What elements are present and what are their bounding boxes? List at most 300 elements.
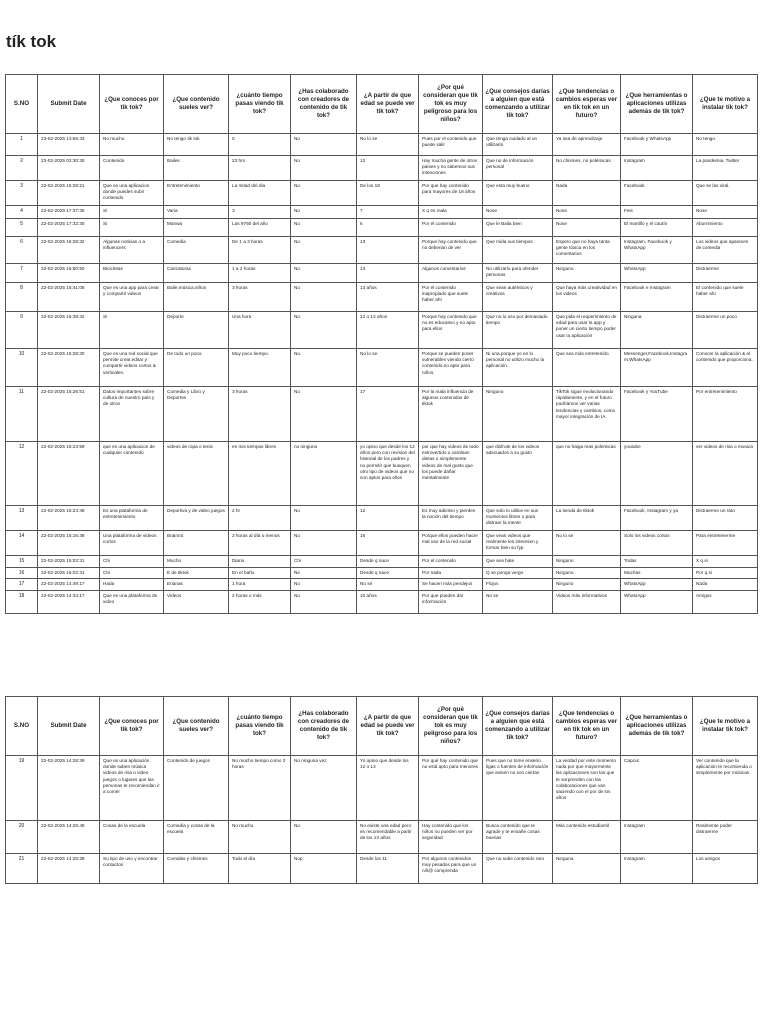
table-cell: Capcut bbox=[621, 756, 693, 821]
column-header: ¿A partir de que edad se puede ver tik tok? bbox=[357, 697, 419, 756]
table-cell: 12 o 13 años bbox=[357, 312, 419, 349]
table-cell: De los 18 bbox=[357, 181, 419, 206]
table-cell: Facebook y WhatsApp bbox=[621, 134, 693, 156]
table-cell: 22-02-2025 17:37:36 bbox=[38, 206, 100, 219]
table-row bbox=[6, 312, 758, 349]
table-cell: Caricaturas bbox=[164, 264, 229, 283]
table-cell: ver videos de risa o musica bbox=[693, 442, 758, 506]
table-cell: No se bbox=[483, 590, 553, 613]
table-cell: Contenido de juegos bbox=[164, 756, 229, 821]
table-cell: Que sea más entretenido. bbox=[553, 349, 621, 387]
column-header: S.NO bbox=[6, 75, 38, 134]
table-cell: 2 bbox=[6, 156, 38, 181]
table-cell: 22-02-2025 14:34:17 bbox=[38, 590, 100, 613]
table-cell: Hay contenido que los niños no pueden ver por seguridad bbox=[419, 821, 483, 854]
table-cell: 20 bbox=[6, 821, 38, 854]
table-cell: 2 horas al día o menos bbox=[229, 531, 291, 556]
table-cell: No bbox=[291, 283, 357, 312]
table-cell: Por el contenido bbox=[419, 219, 483, 237]
table-cell: Algunas noticias o a influencers bbox=[100, 237, 164, 264]
table-cell: Amigos bbox=[693, 590, 758, 613]
table-cell: Que es una red social que permite crear,editar y compartir videos cortos & verticales. bbox=[100, 349, 164, 387]
table-cell: Deportiva y de video juegos bbox=[164, 506, 229, 531]
table-cell: Nose bbox=[553, 219, 621, 237]
table-cell: Busca contenido que te agrade y te ensañe cosas buenas bbox=[483, 821, 553, 854]
table-cell: 23-02-2025 13:55:43 bbox=[38, 134, 100, 156]
table-cell: Comidas y chismes bbox=[164, 854, 229, 884]
table-cell: Porque hay contenido que no deberian de ver bbox=[419, 237, 483, 264]
table-cell: No lo se bbox=[553, 531, 621, 556]
table-cell: Por algunos contenidos muy pesados para que un niñ@ comprenda bbox=[419, 854, 483, 884]
table-cell: Conocer la aplicación & el contenido que proporciona. bbox=[693, 349, 758, 387]
table-cell: Ni una,porque yo en lo personal no utilizo mucho la aplicación. bbox=[483, 349, 553, 387]
table-cell: 17 bbox=[357, 387, 419, 442]
table-cell: Si bbox=[100, 312, 164, 349]
table-cell: Muy poco tiempo. bbox=[229, 349, 291, 387]
table-cell: WhatsApp bbox=[621, 590, 693, 613]
column-header: ¿Has colaborado con creadores de contenido de tik tok? bbox=[291, 75, 357, 134]
table-cell: De todo un poco. bbox=[164, 349, 229, 387]
table-cell: 22-02-2025 15:16:48 bbox=[38, 531, 100, 556]
table-cell: No lo se. bbox=[357, 349, 419, 387]
table-cell: La mitad del dia bbox=[229, 181, 291, 206]
table-cell: 13 bbox=[357, 237, 419, 264]
table-cell: Todas bbox=[621, 556, 693, 568]
table-cell: Chi bbox=[291, 556, 357, 568]
table-cell: 13 bbox=[357, 264, 419, 283]
table-cell: 6 bbox=[6, 237, 38, 264]
table-cell: 10 años bbox=[357, 590, 419, 613]
column-header: ¿Que contenido sueles ver? bbox=[164, 75, 229, 134]
table-cell: Enanas bbox=[164, 579, 229, 591]
table-cell: Baile,música,niños bbox=[164, 283, 229, 312]
table-cell: Que sean auténticos y creativos bbox=[483, 283, 553, 312]
table-cell: Facebook bbox=[621, 181, 693, 206]
table-cell: Distraerme un rato bbox=[693, 506, 758, 531]
table-cell: que es una aplicacion de cualquier contenido bbox=[100, 442, 164, 506]
table-cell: Instagram bbox=[621, 854, 693, 884]
table-cell: Que haya más creatividad en los videos bbox=[553, 283, 621, 312]
table-cell: Por nada bbox=[419, 567, 483, 579]
column-header: Submit Date bbox=[38, 75, 100, 134]
table-cell: Q se ponga vergo bbox=[483, 567, 553, 579]
table-cell: Aburrimiento bbox=[693, 219, 758, 237]
column-header: ¿cuánto tiempo pasas viendo tik tok? bbox=[229, 697, 291, 756]
table-cell: Comedia bbox=[164, 237, 229, 264]
table-cell: 16 bbox=[6, 567, 38, 579]
table-cell: Que vean videos que realmente les interesen y formar bien su fyp bbox=[483, 531, 553, 556]
table-cell: Solo los videos cortos bbox=[621, 531, 693, 556]
table-cell: 1 bbox=[6, 134, 38, 156]
column-header: ¿Que herramientas o aplicaciones utilizas además de tik tok? bbox=[621, 697, 693, 756]
table-cell: Es una plataforma de entretenimiento bbox=[100, 506, 164, 531]
table-cell: 13 años bbox=[357, 283, 419, 312]
table-cell: 10 bbox=[6, 349, 38, 387]
table-row bbox=[6, 134, 758, 156]
table-cell: No bbox=[291, 312, 357, 349]
table-cell: 5 bbox=[6, 219, 38, 237]
table-cell: No tengo tik tok bbox=[164, 134, 229, 156]
table-cell: Porque ellos pueden hacer mal uso de la red social bbox=[419, 531, 483, 556]
table-cell: Comedia y Libro y Deportes bbox=[164, 387, 229, 442]
table-cell: 2 hr bbox=[229, 506, 291, 531]
table-cell: No tengo bbox=[693, 134, 758, 156]
table-cell: Que no sube contenido raro bbox=[483, 854, 553, 884]
table-cell: Se hacen más pendejos bbox=[419, 579, 483, 591]
table-cell: Flojos bbox=[483, 579, 553, 591]
table-cell: 17 bbox=[6, 579, 38, 591]
table-cell: Realmente poder distraerme bbox=[693, 821, 758, 854]
table-cell: 3 bbox=[6, 181, 38, 206]
table-cell: 16 bbox=[357, 531, 419, 556]
table-cell: No bbox=[291, 531, 357, 556]
table-cell: Que es una aplicacion donde puedes subir contenido bbox=[100, 181, 164, 206]
table-cell: 13 bbox=[6, 506, 38, 531]
table-cell: No bbox=[291, 219, 357, 237]
table-cell: WhatsApp bbox=[621, 264, 693, 283]
table-cell: en mis tiempos libres bbox=[229, 442, 291, 506]
table-cell: Espero que no haya tanta gente tóxica en los comentarios bbox=[553, 237, 621, 264]
table-cell: 7 bbox=[357, 206, 419, 219]
table-row bbox=[6, 387, 758, 442]
table-cell: 3 horas bbox=[229, 283, 291, 312]
table-cell: Que es una app para crear y compartir videos bbox=[100, 283, 164, 312]
table-cell: 22-02-2025 15:03:31 bbox=[38, 556, 100, 568]
column-header: ¿Que tendencias o cambios esperas ver en tik tok en un futuro? bbox=[553, 75, 621, 134]
table-cell: 22-02-2025 14:25:49 bbox=[38, 821, 100, 854]
table-cell: 23 hrs bbox=[229, 156, 291, 181]
table-cell: Porque se pueden poner vulnerables viendo cierto contenido,no apto para niños. bbox=[419, 349, 483, 387]
table-cell: No. bbox=[291, 349, 357, 387]
table-cell: 7 bbox=[6, 264, 38, 283]
table-cell: El contenido que suele haber ahí bbox=[693, 283, 758, 312]
table-cell: Por q si bbox=[693, 567, 758, 579]
table-cell: 11 bbox=[6, 387, 38, 442]
table-cell: Nada bbox=[693, 579, 758, 591]
column-header: ¿Que conoces por tik tok? bbox=[100, 697, 164, 756]
table-cell: Instagram, Facebook y WhatsApp bbox=[621, 237, 693, 264]
table-cell: Por que hay contenido para mayores de 18 años bbox=[419, 181, 483, 206]
table-cell: 22-02-2025 15:23:49 bbox=[38, 506, 100, 531]
table-cell: Si bbox=[100, 206, 164, 219]
table-cell: No mucho bbox=[100, 134, 164, 156]
table-cell: 19 bbox=[6, 756, 38, 821]
table-cell: Ninguno bbox=[553, 579, 621, 591]
table-cell: yo opino que desde los 12 años pero con revision del historial de los padres y no permitir que busquen otro tipo de videos que no son aptos para ellos bbox=[357, 442, 419, 506]
table-row bbox=[6, 181, 758, 206]
table-cell: Nada bbox=[553, 181, 621, 206]
table-cell: No bbox=[291, 579, 357, 591]
table-cell: Bailes bbox=[164, 156, 229, 181]
table-row bbox=[6, 567, 758, 579]
table-cell: Los videos que aparecen de comedia bbox=[693, 237, 758, 264]
table-cell: Por qué hay contenido que no está apto para menores bbox=[419, 756, 483, 821]
table-cell: 22-02-2025 14:49:17 bbox=[38, 579, 100, 591]
column-header: ¿Que consejos darías a alguien que está comenzando a utilizar tik tok? bbox=[483, 697, 553, 756]
table-cell: 22-02-2025 16:29:32 bbox=[38, 237, 100, 264]
table-cell: No bbox=[291, 181, 357, 206]
table-row bbox=[6, 206, 758, 219]
table-cell: Datos importantes sobre cultura de nuestro país y de otros bbox=[100, 387, 164, 442]
table-cell: Pues por el contenido que puede salir bbox=[419, 134, 483, 156]
table-cell: Una hora bbox=[229, 312, 291, 349]
table-cell: Varia bbox=[164, 206, 229, 219]
table-cell: Que es una plataforma de video bbox=[100, 590, 164, 613]
table-cell: Es muy adictivo y pierden la noción del tiempo bbox=[419, 506, 483, 531]
table-cell: 4 bbox=[6, 206, 38, 219]
column-header: ¿A partir de que edad se puede ver tik tok? bbox=[357, 75, 419, 134]
table-cell: X q es mala bbox=[419, 206, 483, 219]
table-cell: X q si bbox=[693, 556, 758, 568]
table-cell: videos de ropa o tenis bbox=[164, 442, 229, 506]
table-row bbox=[6, 854, 758, 884]
table-cell: Diario bbox=[229, 556, 291, 568]
table-cell: que no haiga mas polemicas bbox=[553, 442, 621, 506]
table-cell: Por la mala influencia de algunos contenidos de tiktok bbox=[419, 387, 483, 442]
table-cell: No bbox=[291, 387, 357, 442]
table-row bbox=[6, 219, 758, 237]
table-cell: Instagram bbox=[621, 821, 693, 854]
table-cell: Hay mucha gente de otros países y no sabemos sus intenciones bbox=[419, 156, 483, 181]
table-cell: 6 bbox=[357, 219, 419, 237]
table-cell: Si bbox=[100, 219, 164, 237]
table-cell: La verdad por este momento nada por que mayormente las aplicaciones son las que te sorprenden con las colaboraciones que van saciendo con el por de los años bbox=[553, 756, 621, 821]
table-cell: Que solo lo utilice en sus momentos libres o para distraer la mente bbox=[483, 506, 553, 531]
table-cell: El martillo y el cautín bbox=[621, 219, 693, 237]
table-cell: Por el contenido inapropiado que suele haber ahí bbox=[419, 283, 483, 312]
table-cell: Feis bbox=[621, 206, 693, 219]
table-cell: 22-02-2025 15:50:50 bbox=[38, 264, 100, 283]
table-cell: Muchas bbox=[621, 567, 693, 579]
table-cell: 22-02-2025 17:32:30 bbox=[38, 219, 100, 237]
table-cell: Facebook, Instagram y ya bbox=[621, 506, 693, 531]
table-cell: No chismes, no polémicas bbox=[553, 156, 621, 181]
table-cell: Ninguno bbox=[483, 387, 553, 442]
table-cell: 22-02-2025 15:26:51 bbox=[38, 387, 100, 442]
table-cell: 3 bbox=[229, 206, 291, 219]
table-cell: Nop bbox=[291, 854, 357, 884]
table-row bbox=[6, 237, 758, 264]
table-row bbox=[6, 442, 758, 506]
table-cell: No existe una edad pero es recomendable a partir de los 13 años bbox=[357, 821, 419, 854]
table-cell: Yo opino que desde los 12 o 13 bbox=[357, 756, 419, 821]
table-cell: Porque hay contenido que no es educativo y no apto para ellos bbox=[419, 312, 483, 349]
table-cell: No sé bbox=[357, 579, 419, 591]
table-cell: 22-02-2025 15:28:21 bbox=[38, 181, 100, 206]
table-cell: Que es una aplicación donde suben música videos de risa o video juegos o lugares que las personas te recomiendan ir a comer bbox=[100, 756, 164, 821]
table-row bbox=[6, 349, 758, 387]
table-cell: Messenger,Facebook,Instagram,WhatsApp bbox=[621, 349, 693, 387]
column-header: ¿Que herramientas o aplicaciones utilizas además de tik tok? bbox=[621, 75, 693, 134]
table-row bbox=[6, 579, 758, 591]
table-cell: Que mida sus tiempos bbox=[483, 237, 553, 264]
table-cell: Ya sea de aprendizaje bbox=[553, 134, 621, 156]
table-cell: Que esta muy bueno bbox=[483, 181, 553, 206]
table-cell: 14 bbox=[6, 531, 38, 556]
table-cell: 22-02-2025 15:02:31 bbox=[38, 567, 100, 579]
column-header: ¿Por qué consideran que tik tok es muy peligroso para los niños? bbox=[419, 697, 483, 756]
table-cell: Desde q nace bbox=[357, 556, 419, 568]
column-header: ¿Por qué consideran que tik tok es muy peligroso para los niños? bbox=[419, 75, 483, 134]
table-cell: 8 bbox=[6, 283, 38, 312]
table-cell: Ninguna bbox=[553, 854, 621, 884]
table-cell: Deporte bbox=[164, 312, 229, 349]
table-cell: Para entretenerme bbox=[693, 531, 758, 556]
column-header: ¿Has colaborado con creadores de contenido de tik tok? bbox=[291, 697, 357, 756]
table-cell: Que no lo uso por demasiado tiempo bbox=[483, 312, 553, 349]
table-cell: Chi bbox=[100, 567, 164, 579]
table-cell: WhatsApp bbox=[621, 579, 693, 591]
column-header: ¿Que te motivo a instalar tik tok? bbox=[693, 75, 758, 134]
table-cell: Que tenga cuidado al un utilizarlo bbox=[483, 134, 553, 156]
table-cell: 12 bbox=[357, 506, 419, 531]
column-header: S.NO bbox=[6, 697, 38, 756]
table-cell: Chi bbox=[100, 556, 164, 568]
table-cell: Por que pueden dar información bbox=[419, 590, 483, 613]
table-cell: 18 bbox=[6, 590, 38, 613]
table-cell: Nose bbox=[483, 206, 553, 219]
table-cell: No bbox=[291, 237, 357, 264]
table-cell: Los amigos bbox=[693, 854, 758, 884]
table-cell: youtube bbox=[621, 442, 693, 506]
table-row bbox=[6, 756, 758, 821]
table-cell: Todo el día bbox=[229, 854, 291, 884]
table-cell: La pandemia. Twitter bbox=[693, 156, 758, 181]
responses-table-page-2 bbox=[5, 696, 758, 884]
table-cell: Su tipo de uso y encontrar contactos bbox=[100, 854, 164, 884]
table-cell: No lo se bbox=[357, 134, 419, 156]
table-cell: Instagram bbox=[621, 156, 693, 181]
table-cell: Que no de información personal bbox=[483, 156, 553, 181]
table-cell: Distraerme un poco bbox=[693, 312, 758, 349]
table-cell: Bicicletas bbox=[100, 264, 164, 283]
responses-table-page-1 bbox=[5, 74, 758, 614]
table-cell: 15 bbox=[6, 556, 38, 568]
table-cell: 23-02-2025 02:30:30 bbox=[38, 156, 100, 181]
table-cell: Videos bbox=[164, 590, 229, 613]
table-cell: Videos más informativos bbox=[553, 590, 621, 613]
column-header: Submit Date bbox=[38, 697, 100, 756]
table-cell: La tienda de tiktok bbox=[553, 506, 621, 531]
table-cell: Facebook y YouTube bbox=[621, 387, 693, 442]
table-cell: Las 9760 del año bbox=[229, 219, 291, 237]
table-cell: Ninguno bbox=[553, 264, 621, 283]
table-cell: Pues que no tome enserio ligas o fuentes de información que avisen no son ciertas bbox=[483, 756, 553, 821]
column-header: ¿Que tendencias o cambios esperas ver en tik tok en un futuro? bbox=[553, 697, 621, 756]
table-cell: E de tiktok bbox=[164, 567, 229, 579]
table-cell: No bbox=[291, 264, 357, 283]
table-cell: Ninguna bbox=[621, 312, 693, 349]
table-cell: Una plataforma de videos cortos bbox=[100, 531, 164, 556]
table-cell: por que hay videos de todo extrovertido o cambian dietas o simplemente videos de mal gusto que los puede dañar mentalmente bbox=[419, 442, 483, 506]
table-cell: 0 bbox=[229, 134, 291, 156]
table-cell: 12 bbox=[357, 156, 419, 181]
table-cell: Ninguno bbox=[553, 567, 621, 579]
table-cell: En el baño bbox=[229, 567, 291, 579]
table-row bbox=[6, 556, 758, 568]
table-cell: No bbox=[291, 134, 357, 156]
table-cell: No utilizarlo para ofender personas bbox=[483, 264, 553, 283]
table-cell: 22-02-2025 15:41:05 bbox=[38, 283, 100, 312]
table-cell: 1 a 2 horas bbox=[229, 264, 291, 283]
table-cell: 21 bbox=[6, 854, 38, 884]
table-cell: Nose bbox=[553, 206, 621, 219]
table-cell: No mucho bbox=[229, 821, 291, 854]
table-cell: No ninguna vez bbox=[291, 756, 357, 821]
table-header-row bbox=[6, 697, 758, 756]
table-cell: 1 hora bbox=[229, 579, 291, 591]
column-header: ¿Que consejos darías a alguien que está comenzando a utilizar tik tok? bbox=[483, 75, 553, 134]
table-row bbox=[6, 506, 758, 531]
table-cell: 22-02-2025 15:38:42 bbox=[38, 312, 100, 349]
table-cell: No bbox=[291, 156, 357, 181]
table-cell: 22-02-2025 15:29:30 bbox=[38, 349, 100, 387]
table-cell: Ver contenido que la aplicación te recomienda o simplemente por músicas bbox=[693, 756, 758, 821]
table-cell: Por entretenimiento bbox=[693, 387, 758, 442]
table-cell: 22-02-2025 14:28:39 bbox=[38, 756, 100, 821]
table-row bbox=[6, 590, 758, 613]
table-cell: Que sea hate bbox=[483, 556, 553, 568]
table-cell: Comedia y cosas de la escuela bbox=[164, 821, 229, 854]
column-header: ¿Que contenido sueles ver? bbox=[164, 697, 229, 756]
table-cell: Cosas de la escuela bbox=[100, 821, 164, 854]
table-cell: Distraerme bbox=[693, 264, 758, 283]
table-row bbox=[6, 156, 758, 181]
table-row bbox=[6, 283, 758, 312]
table-cell: Ñe bbox=[291, 567, 357, 579]
table-cell: que disfrute de los videos adecuados a su gusto bbox=[483, 442, 553, 506]
table-cell: No bbox=[291, 506, 357, 531]
table-cell: 3 horas bbox=[229, 387, 291, 442]
table-cell: No bbox=[291, 590, 357, 613]
table-cell: TikTok sigue evolucionando rápidamente, y en el futuro podríamos ver varias tendencias y cambios, como mayor integración de IA bbox=[553, 387, 621, 442]
table-cell: Desde los 11 bbox=[357, 854, 419, 884]
table-cell: No mucho tiempo como 3 horas bbox=[229, 756, 291, 821]
table-cell: Entretenimiento bbox=[164, 181, 229, 206]
table-cell: 12 bbox=[6, 442, 38, 506]
table-cell: Que le Baila bien bbox=[483, 219, 553, 237]
table-cell: Más contenido estudiantil bbox=[553, 821, 621, 854]
column-header: ¿Que te motivo a instalar tik tok? bbox=[693, 697, 758, 756]
table-cell: Algunos comentarios bbox=[419, 264, 483, 283]
table-cell: Que se las viral. bbox=[693, 181, 758, 206]
table-cell: No bbox=[291, 821, 357, 854]
column-header: ¿Que conoces por tik tok? bbox=[100, 75, 164, 134]
table-cell: Hada bbox=[100, 579, 164, 591]
table-cell: Mucho bbox=[164, 556, 229, 568]
table-cell: 9 bbox=[6, 312, 38, 349]
table-cell: 22-02-2025 14:25:28 bbox=[38, 854, 100, 884]
table-cell: De 1 a 3 horas bbox=[229, 237, 291, 264]
table-row bbox=[6, 531, 758, 556]
table-cell: No bbox=[291, 206, 357, 219]
column-header: ¿cuánto tiempo pasas viendo tik tok? bbox=[229, 75, 291, 134]
table-cell: no ninguno bbox=[291, 442, 357, 506]
table-cell: 22-02-2025 15:23:59 bbox=[38, 442, 100, 506]
table-cell: 2 horas o más bbox=[229, 590, 291, 613]
table-cell: Nose bbox=[693, 206, 758, 219]
table-cell: Facebook e Instagram bbox=[621, 283, 693, 312]
table-cell: Brainrot bbox=[164, 531, 229, 556]
table-cell: Manwa bbox=[164, 219, 229, 237]
table-cell: Contenido bbox=[100, 156, 164, 181]
table-header-row bbox=[6, 75, 758, 134]
table-cell: Por el contenido bbox=[419, 556, 483, 568]
table-cell: Ninguno bbox=[553, 556, 621, 568]
table-cell: Desde q nace bbox=[357, 567, 419, 579]
table-row bbox=[6, 821, 758, 854]
document-title: tík tok bbox=[6, 32, 57, 51]
